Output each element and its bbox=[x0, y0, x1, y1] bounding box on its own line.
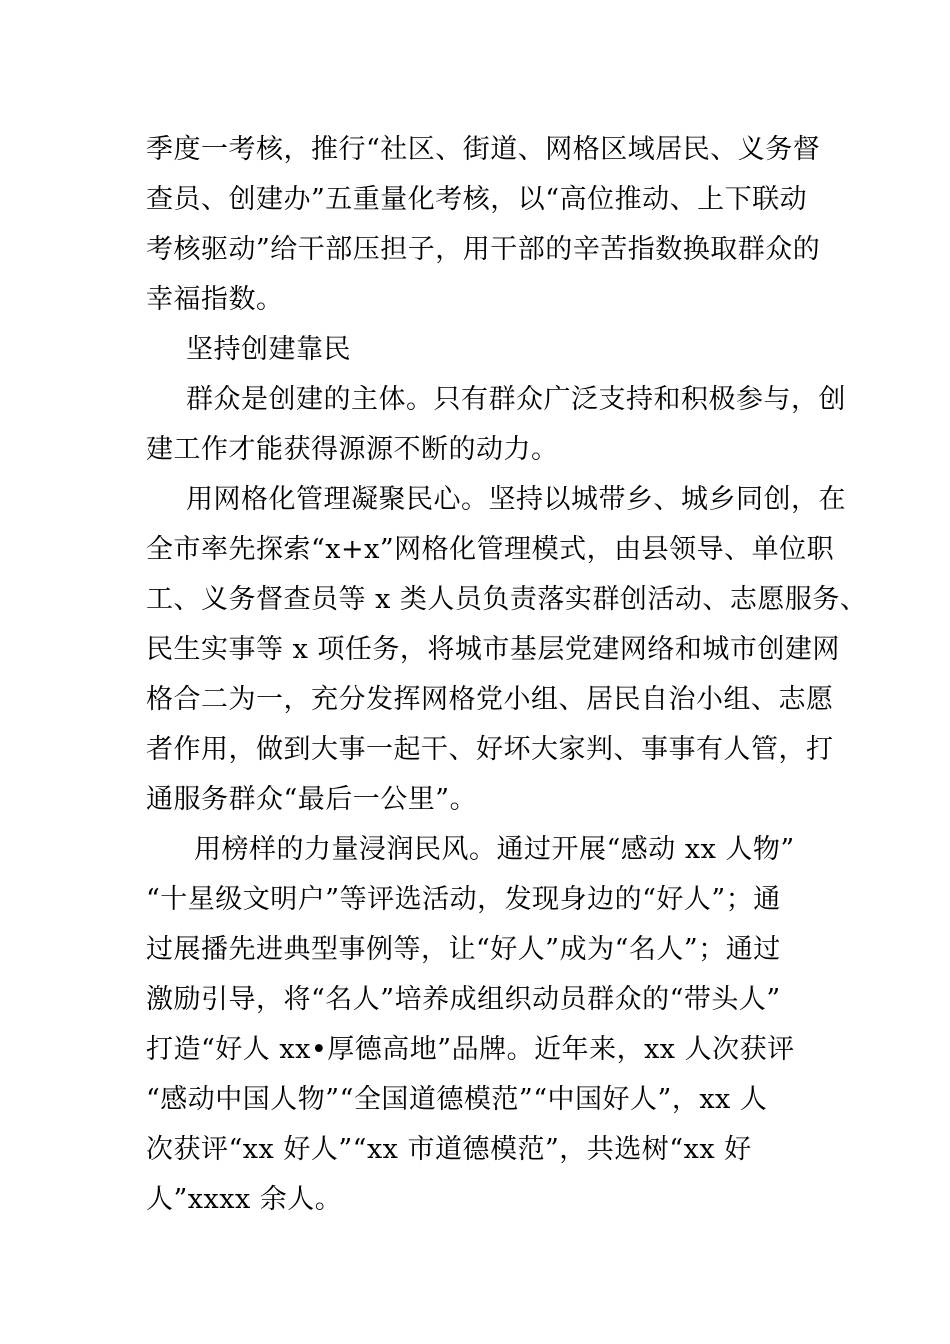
paragraph-line-13: 者作用，做到大事一起干、好坏大家判、事事有人管，打 bbox=[146, 734, 834, 765]
section-heading: 坚持创建靠民 bbox=[186, 334, 351, 365]
paragraph-line-1: 季度一考核，推行“社区、街道、网格区域居民、义务督 bbox=[146, 134, 821, 165]
paragraph-line-17: 过展播先进典型事例等，让“好人”成为“名人”；通过 bbox=[146, 934, 781, 965]
paragraph-line-10: 工、义务督查员等 x 类人员负责落实群创活动、志愿服务、 bbox=[146, 584, 868, 615]
paragraph-line-9: 全市率先探索“x+x”网格化管理模式，由县领导、单位职 bbox=[146, 534, 835, 565]
paragraph-line-6: 群众是创建的主体。只有群众广泛支持和积极参与，创 bbox=[186, 384, 846, 415]
paragraph-line-4: 幸福指数。 bbox=[146, 284, 284, 315]
paragraph-line-12: 格合二为一，充分发挥网格党小组、居民自治小组、志愿 bbox=[146, 684, 834, 715]
paragraph-line-19: 打造“好人 xx•厚德高地”品牌。近年来，xx 人次获评 bbox=[146, 1034, 795, 1065]
paragraph-line-11: 民生实事等 x 项任务，将城市基层党建网络和城市创建网 bbox=[146, 634, 840, 665]
paragraph-line-15: 用榜样的力量浸润民风。通过开展“感动 xx 人物” bbox=[194, 834, 795, 865]
paragraph-line-18: 激励引导，将“名人”培养成组织动员群众的“带头人” bbox=[146, 984, 781, 1015]
paragraph-line-22: 人”xxxx 余人。 bbox=[146, 1184, 343, 1215]
paragraph-line-2: 查员、创建办”五重量化考核，以“高位推动、上下联动 bbox=[146, 184, 808, 215]
paragraph-line-7: 建工作才能获得源源不断的动力。 bbox=[146, 434, 559, 465]
paragraph-line-3: 考核驱动”给干部压担子，用干部的辛苦指数换取群众的 bbox=[146, 234, 821, 265]
paragraph-line-16: “十星级文明户”等评选活动，发现身边的“好人”；通 bbox=[146, 884, 781, 915]
paragraph-line-14: 通服务群众“最后一公里”。 bbox=[146, 784, 478, 815]
paragraph-line-8: 用网格化管理凝聚民心。坚持以城带乡、城乡同创，在 bbox=[186, 484, 846, 515]
paragraph-line-21: 次获评“xx 好人”“xx 市道德模范”，共选树“xx 好 bbox=[146, 1134, 752, 1165]
paragraph-line-20: “感动中国人物”“全国道德模范”“中国好人”，xx 人 bbox=[146, 1084, 768, 1115]
